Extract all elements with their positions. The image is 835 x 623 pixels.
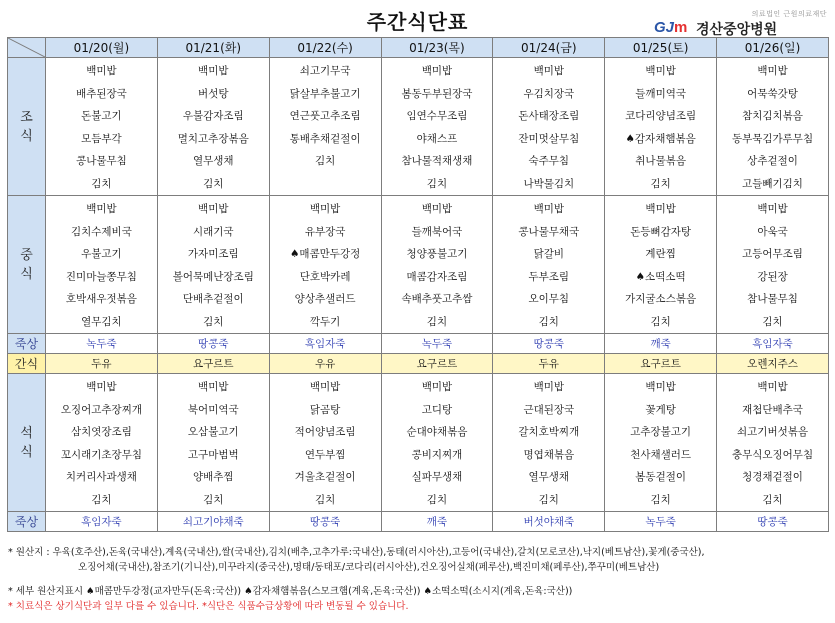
breakfast-day-cell [493,58,605,196]
snack-cell: 우유 [269,354,381,374]
dinner-porridge-cell: 땅콩죽 [269,512,381,532]
notes-section [8,545,830,614]
menu-item: ♠감자채햄볶음 [625,132,696,145]
menu-item: 김치 [91,493,112,506]
menu-item: 닭살부추불고기 [289,87,361,100]
menu-item: 모듬부각 [81,132,122,145]
menu-item: 충무식오징어무침 [731,448,814,461]
hospital-logo [652,10,827,38]
diagonal-line-icon [8,38,45,57]
menu-item: 꼬시래기초장무침 [60,448,142,461]
menu-item: 시래기국 [192,225,234,238]
day-header: 01/26(일) [717,38,829,58]
breakfast-day-cell [46,58,158,196]
menu-item: 꽃게탕 [645,403,676,416]
menu-item: 콩나물무침 [76,155,127,167]
menu-item: 단배추겉절이 [182,293,244,305]
menu-item: 돈등뼈감자탕 [630,225,692,238]
lunch-porridge-cell: 땅콩죽 [157,334,269,354]
menu-item: 가지굴소스볶음 [625,293,697,305]
dinner-porridge-cell: 녹두죽 [605,512,717,532]
corner-cell [8,38,46,58]
lunch-porridge-cell: 녹두죽 [46,334,158,354]
menu-item: 들깨미역국 [635,87,686,100]
menu-item: 고들빼기김치 [742,177,803,190]
menu-item: 콩나물무채국 [518,225,580,238]
origin-note: * 원산지 : 우육(호주산),돈육(국내산),계육(국내산),쌀(국내산),김치(배추,고추가루:국내산),동태(러시아산),고등어(국내산),갈치(모로코산),낙지(베트남산),꽃게(중국산), [8,547,705,558]
logo-mark-icon: GJm [654,19,688,36]
menu-item: 가자미조림 [187,248,239,260]
logo-subtitle: 의료법인 근원의료재단 [751,10,827,18]
menu-item: 봄동겉절이 [635,471,686,483]
menu-item: 김치수제비국 [70,225,132,238]
menu-item: 김치 [203,315,224,328]
menu-item: 김치 [650,493,671,506]
menu-item: 김치 [314,493,336,506]
menu-item: 순대야채볶음 [406,426,468,438]
origin-note-continued: 오징어채(국내산),참조기(기니산),미꾸라지(중국산),명태/동태포/코다리(러시아산),건오징어실채(페루산),백진미채(페루산),쭈꾸미(베트남산) [78,562,660,573]
menu-item: 돈사태장조림 [518,110,580,122]
menu-item: 열무생채 [192,155,234,167]
menu-item: 백미밥 [645,65,676,77]
menu-item: 김치 [538,315,559,328]
menu-item: 깍두기 [309,315,341,328]
menu-item: 강된장 [757,270,788,283]
dinner-day-cell [717,374,829,512]
day-header: 01/24(금) [493,38,605,58]
snack-row [8,354,829,374]
menu-item: 겨울초겉절이 [294,471,356,483]
dinner-day-cell [269,374,381,512]
menu-item: 코다리양념조림 [625,110,697,122]
weekly-menu-table [7,37,829,532]
menu-item: 매콤감자조림 [406,270,468,283]
snack-cell: 요구르트 [381,354,493,374]
day-header: 01/20(월) [46,38,158,58]
menu-item: 백미밥 [757,203,788,215]
menu-item: 쇠고기버섯볶음 [737,426,809,438]
menu-item: 김치 [538,493,559,506]
menu-item: 명엽채볶음 [523,448,575,461]
menu-item: 김치 [203,177,224,190]
menu-item: 속배추풋고추쌈 [401,293,473,305]
menu-item: 두부조림 [528,270,570,283]
menu-item: 버섯탕 [198,87,229,100]
dinner-day-cell [493,374,605,512]
menu-item: 진미마늘쫑무침 [65,270,137,283]
menu-item: 계란찜 [645,248,676,260]
menu-item: 백미밥 [309,203,341,215]
lunch-day-cell [157,196,269,334]
menu-item: 어묵쑥갓탕 [747,87,798,100]
lunch-porridge-cell: 흑임자죽 [717,334,829,354]
lunch-day-cell [381,196,493,334]
menu-item: 실파무생채 [411,471,463,483]
lunch-day-cell [717,196,829,334]
menu-item: 김치 [203,493,224,506]
menu-item: 숙주무침 [528,155,570,167]
menu-item: 김치 [426,177,448,190]
menu-item: 백미밥 [533,65,565,77]
menu-item: 호박새우젓볶음 [65,293,137,305]
porridge-label: 죽상 [8,512,46,532]
menu-item: 열무생채 [528,471,570,483]
dinner-day-cell [381,374,493,512]
menu-item: 백미밥 [757,381,788,393]
menu-item: 오징어고추장찌개 [60,403,142,416]
menu-item: 우불감자조림 [182,110,244,122]
menu-item: 김치 [91,177,112,190]
menu-item: 갈치호박찌개 [518,426,580,438]
menu-item: 김치 [762,493,783,506]
menu-item: 우불고기 [81,248,122,260]
menu-item: 단호박카레 [299,270,351,283]
day-header-row [8,38,829,58]
menu-item: 돈불고기 [81,110,122,122]
porridge-label: 죽상 [8,334,46,354]
day-header: 01/23(목) [381,38,493,58]
menu-item: 유부장국 [304,225,346,238]
menu-item: 고등어무조림 [742,248,803,260]
menu-item: 참치김치볶음 [742,110,803,122]
logo-hospital-name: 경산중앙병원 [696,22,778,38]
menu-item: 백미밥 [86,381,117,393]
snack-cell: 요구르트 [157,354,269,374]
dinner-porridge-row [8,512,829,532]
menu-item: 백미밥 [533,381,565,393]
lunch-porridge-cell: 땅콩죽 [493,334,605,354]
dinner-label [8,374,46,512]
menu-item: 들깨북어국 [411,225,463,238]
menu-item: 야채스프 [416,132,458,145]
menu-item: 백미밥 [757,65,788,77]
breakfast-day-cell [605,58,717,196]
dinner-porridge-cell: 깨죽 [381,512,493,532]
lunch-day-cell [46,196,158,334]
detail-origin-note: * 세부 원산지표시 ♠매콤만두강정(교자만두(돈육:국산)) ♠감자채햄볶음(스모크햄(계육,돈육:국산)) ♠소떡소떡(소시지(계육,돈육:국산)) [8,586,573,597]
day-header: 01/21(화) [157,38,269,58]
menu-item: 백미밥 [645,381,676,393]
dinner-day-cell [605,374,717,512]
menu-item: 백미밥 [198,203,229,215]
menu-item: 백미밥 [421,203,453,215]
menu-item: 고추장불고기 [630,426,692,438]
menu-item: 김치 [650,315,671,328]
menu-item: 김치 [426,315,448,328]
snack-cell: 요구르트 [605,354,717,374]
menu-item: 오이무침 [528,293,570,305]
menu-item: 백미밥 [645,203,676,215]
menu-item: 백미밥 [86,203,117,215]
menu-item: 상추겉절이 [747,155,798,167]
lunch-day-cell [493,196,605,334]
menu-item: 백미밥 [421,381,453,393]
lunch-row [8,196,829,334]
menu-item: 청양풍불고기 [406,248,468,260]
menu-item: 김치 [426,493,448,506]
menu-item: ♠매콤만두강정 [289,248,361,260]
menu-item: 임연수무조림 [406,110,468,122]
dinner-porridge-cell: 쇠고기야채죽 [157,512,269,532]
menu-item: 백미밥 [309,381,341,393]
dinner-label-char: 석 [20,425,33,441]
breakfast-day-cell [157,58,269,196]
disclaimer-note: * 치료식은 상기식단과 일부 다를 수 있습니다. *식단은 식품수급상황에 따라 변동될 수 있습니다. [8,601,409,612]
menu-item: 통배추채겉절이 [289,132,361,145]
lunch-label-char: 식 [20,266,33,282]
dinner-row [8,374,829,512]
snack-label: 간식 [8,354,46,374]
breakfast-day-cell [269,58,381,196]
menu-item: 봄동두부된장국 [401,87,473,100]
menu-item: ♠소떡소떡 [635,270,686,283]
menu-item: 북어미역국 [187,403,239,416]
menu-item: 양배추찜 [192,471,234,483]
menu-item: 나박물김치 [523,177,575,190]
menu-item: 취나물볶음 [635,155,686,167]
menu-item: 백미밥 [421,65,453,77]
menu-item: 고구마범벅 [187,448,239,461]
lunch-porridge-cell: 흑임자죽 [269,334,381,354]
breakfast-label [8,58,46,196]
menu-item: 고디탕 [421,403,453,416]
snack-cell: 두유 [493,354,605,374]
menu-item: 백미밥 [86,65,117,77]
menu-item: 동부묵김가루무침 [731,132,814,145]
menu-item: 김치 [650,177,671,190]
lunch-label [8,196,46,334]
dinner-porridge-cell: 버섯야채죽 [493,512,605,532]
menu-item: 치커리사과생채 [65,471,137,483]
menu-item: 아욱국 [757,225,788,238]
menu-item: 백미밥 [533,203,565,215]
page-title: 주간식단표 [366,10,469,34]
menu-item: 재첩단배추국 [742,403,803,416]
menu-item: 김치 [314,155,336,167]
menu-item: 볼어묵메난장조림 [172,270,254,283]
snack-cell: 오렌지주스 [717,354,829,374]
breakfast-row [8,58,829,196]
menu-item: 우김치장국 [523,87,575,100]
menu-item: 연근풋고추조림 [289,110,361,122]
menu-item: 청경채겉절이 [742,471,803,483]
dinner-label-char: 식 [20,444,33,460]
dinner-porridge-cell: 흑임자죽 [46,512,158,532]
menu-item: 백미밥 [198,65,229,77]
menu-item: 오삼불고기 [187,426,239,438]
breakfast-day-cell [717,58,829,196]
menu-item: 닭곰탕 [309,403,341,416]
menu-item: 양상추샐러드 [294,293,356,305]
lunch-day-cell [605,196,717,334]
lunch-label-char: 중 [20,247,33,263]
menu-item: 쇠고기무국 [299,65,351,77]
lunch-porridge-row [8,334,829,354]
menu-item: 연두부찜 [304,448,346,461]
lunch-day-cell [269,196,381,334]
dinner-day-cell [157,374,269,512]
menu-item: 김치 [762,315,783,328]
lunch-porridge-cell: 녹두죽 [381,334,493,354]
menu-item: 백미밥 [198,381,229,393]
dinner-porridge-cell: 땅콩죽 [717,512,829,532]
dinner-day-cell [46,374,158,512]
menu-item: 멸치고추장볶음 [177,132,249,145]
menu-item: 천사채샐러드 [630,448,692,461]
menu-item: 근대된장국 [523,403,575,416]
day-header: 01/25(토) [605,38,717,58]
lunch-porridge-cell: 깨죽 [605,334,717,354]
menu-item: 참나물무침 [747,293,798,305]
menu-item: 잔미멋살무침 [518,132,580,145]
menu-item: 삼치엿장조림 [70,426,132,438]
snack-cell: 두유 [46,354,158,374]
menu-item: 콩비지찌개 [411,448,463,461]
day-header: 01/22(수) [269,38,381,58]
breakfast-label-char: 식 [20,128,33,144]
menu-item: 참나물적채생채 [401,155,473,167]
menu-item: 적어양념조림 [294,426,356,438]
menu-item: 닭갈비 [533,248,565,260]
menu-item: 열무김치 [81,315,122,328]
breakfast-day-cell [381,58,493,196]
menu-item: 배추된장국 [76,87,127,100]
breakfast-label-char: 조 [20,109,33,125]
